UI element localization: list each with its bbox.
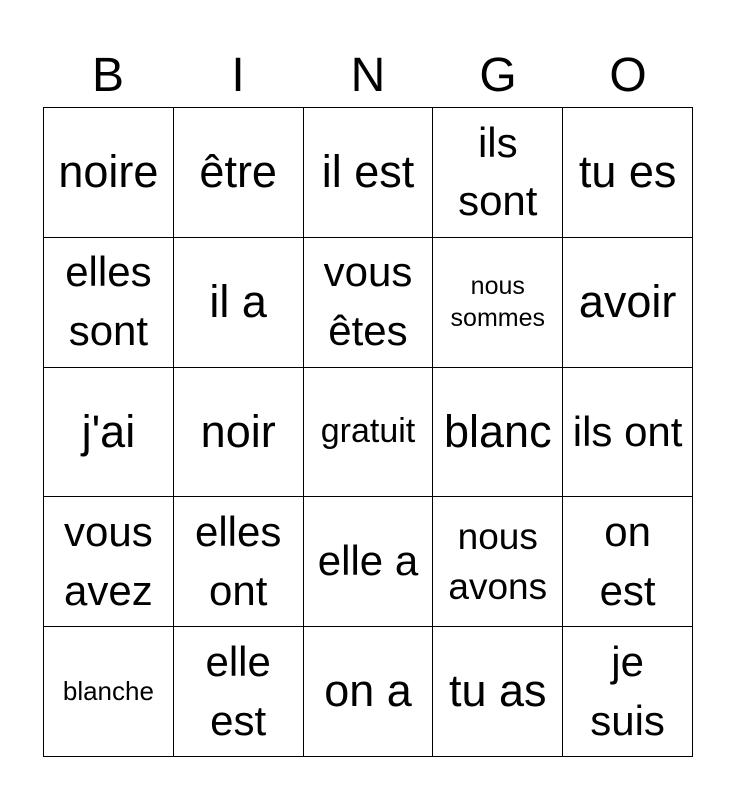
bingo-cell[interactable]: [44, 238, 174, 368]
cell-text: je suis: [590, 637, 665, 744]
bingo-cell[interactable]: [174, 238, 304, 368]
header-letter-i: I: [231, 49, 245, 102]
cell-text: noire: [58, 145, 159, 197]
cell-text: avoir: [578, 275, 677, 327]
bingo-cell[interactable]: [304, 627, 434, 757]
cell-text: nous avons: [448, 515, 548, 607]
bingo-cell[interactable]: [304, 497, 434, 627]
bingo-cell[interactable]: [563, 108, 693, 238]
bingo-cell[interactable]: [433, 368, 563, 498]
bingo-cell[interactable]: [433, 108, 563, 238]
bingo-cell[interactable]: [304, 368, 434, 498]
cell-text: elles ont: [194, 507, 282, 614]
cell-text: ils ont: [572, 407, 683, 455]
cell-text: être: [199, 145, 277, 197]
header-letter-g: G: [479, 49, 517, 102]
bingo-cell[interactable]: [563, 497, 693, 627]
bingo-cell[interactable]: [304, 238, 434, 368]
cell-text: on a: [324, 665, 412, 717]
cell-text: j'ai: [81, 405, 136, 457]
bingo-cell[interactable]: [44, 108, 174, 238]
header-letter-o: O: [609, 49, 647, 102]
bingo-cell[interactable]: [563, 368, 693, 498]
bingo-cell[interactable]: [174, 627, 304, 757]
bingo-header: [43, 50, 693, 102]
cell-text: vous avez: [64, 507, 153, 614]
bingo-cell[interactable]: [44, 368, 174, 498]
bingo-cell[interactable]: [174, 108, 304, 238]
cell-text: ils sont: [458, 118, 538, 225]
cell-text: noir: [200, 405, 276, 457]
cell-text: blanche: [62, 675, 154, 706]
cell-text: il est: [321, 145, 415, 197]
bingo-cell[interactable]: [174, 497, 304, 627]
bingo-board: [43, 107, 693, 757]
cell-text: gratuit: [320, 412, 416, 451]
cell-text: elles sont: [65, 248, 152, 355]
bingo-cell[interactable]: [563, 627, 693, 757]
cell-text: tu es: [578, 145, 677, 197]
bingo-cell[interactable]: [433, 238, 563, 368]
bingo-cell[interactable]: [563, 238, 693, 368]
cell-text: vous êtes: [323, 248, 413, 355]
cell-text: blanc: [444, 405, 552, 457]
bingo-cell[interactable]: [433, 497, 563, 627]
header-letter-b: B: [91, 49, 124, 102]
bingo-cell[interactable]: [174, 368, 304, 498]
cell-text: tu as: [449, 665, 547, 717]
cell-text: on est: [599, 507, 656, 614]
bingo-cell[interactable]: [44, 497, 174, 627]
cell-text: il a: [209, 275, 267, 327]
bingo-cell[interactable]: [44, 627, 174, 757]
header-letter-n: N: [350, 49, 386, 102]
bingo-cell[interactable]: [433, 627, 563, 757]
bingo-cell[interactable]: [304, 108, 434, 238]
cell-text: nous sommes: [450, 271, 546, 333]
cell-text: elle a: [317, 537, 419, 585]
cell-text: elle est: [205, 637, 271, 744]
